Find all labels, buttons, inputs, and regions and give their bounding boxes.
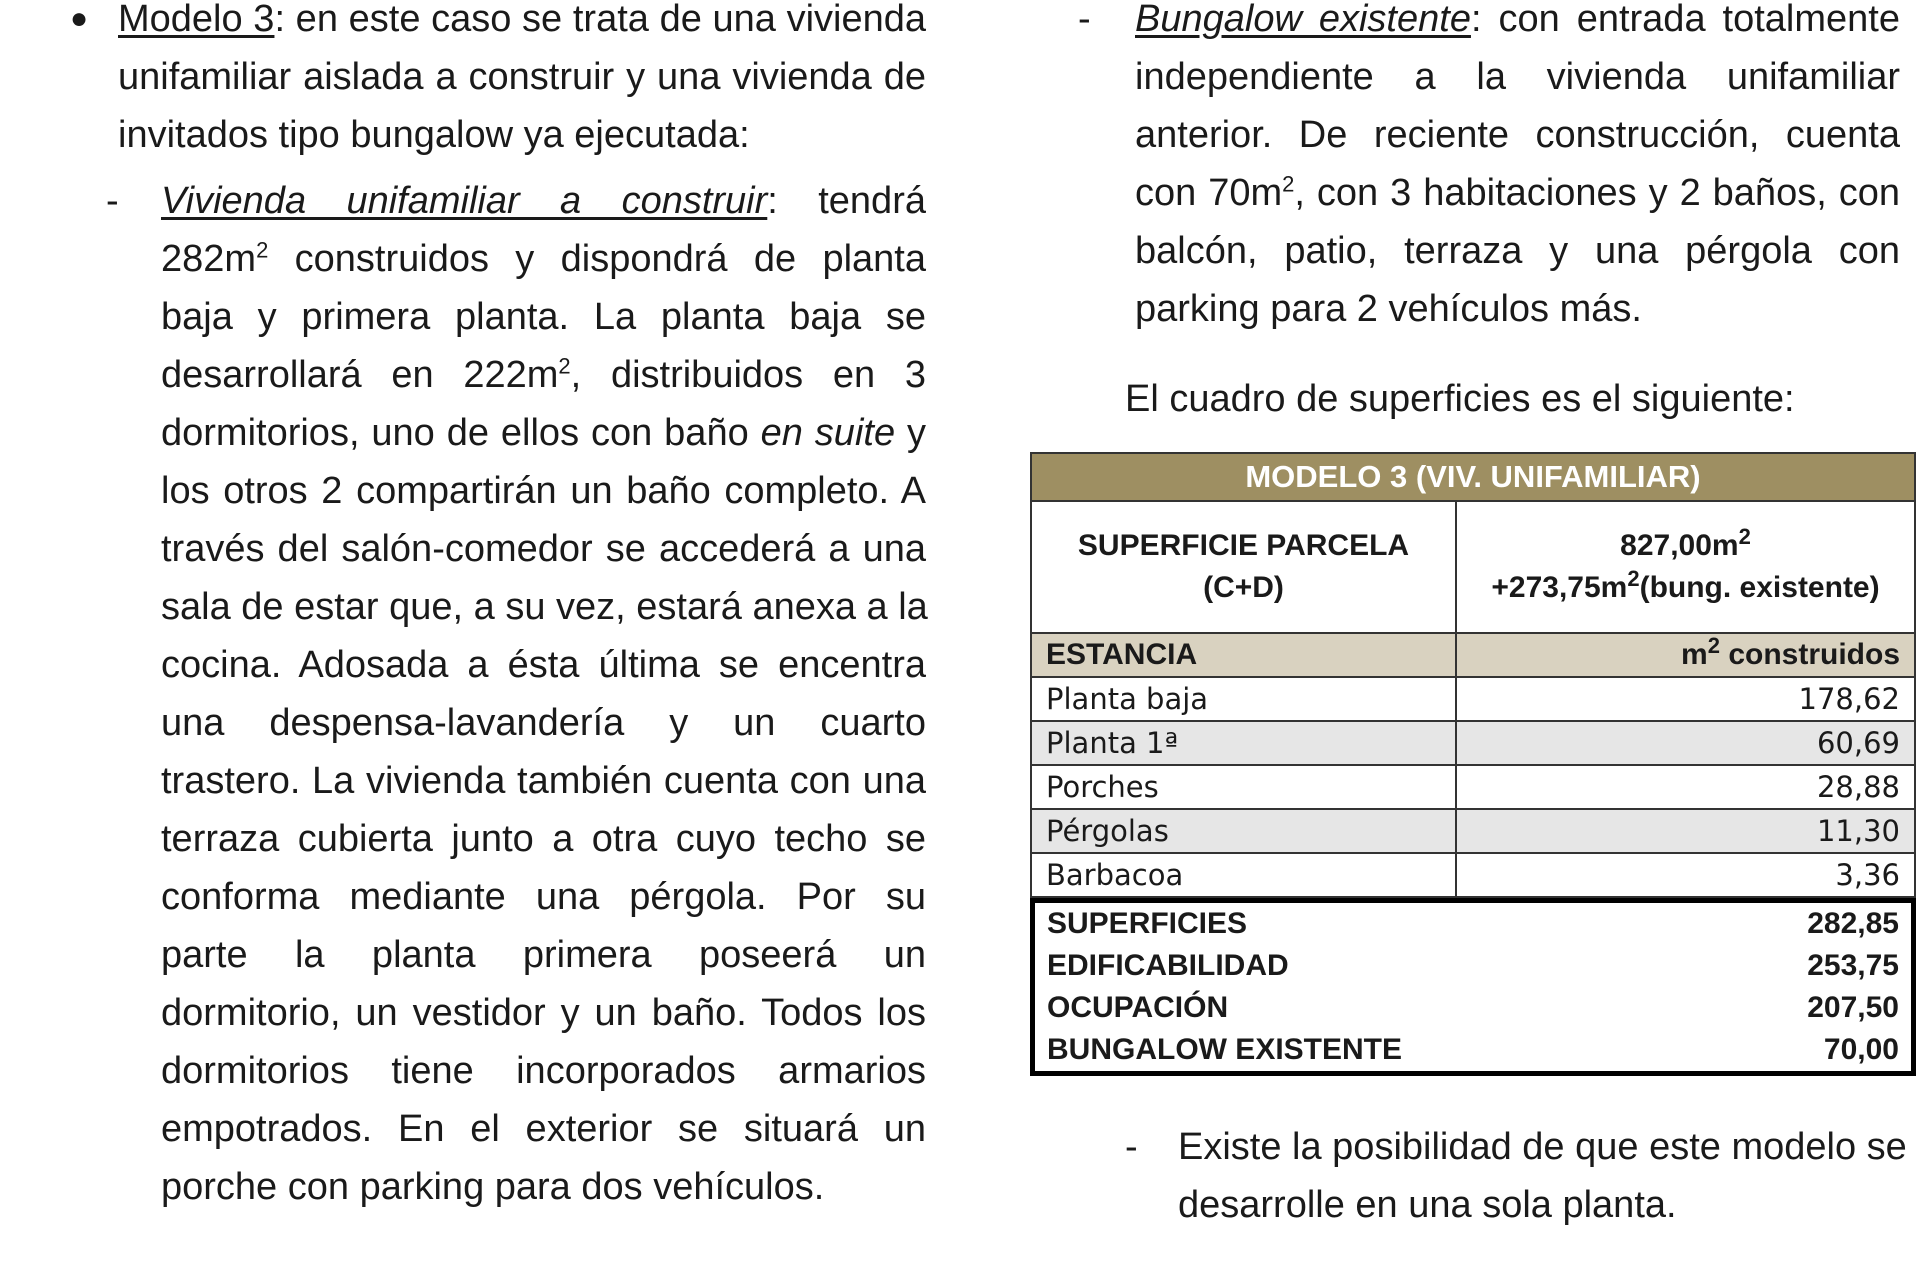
vivienda-line-11: trastero. La vivienda también cuenta con una (161, 760, 926, 802)
bungalow-line-6: parking para 2 vehículos más. (1135, 288, 1642, 330)
bungalow-line-4: con $70m^2$, con 3 habitaciones y 2 baños, con (1135, 171, 1900, 214)
right-column (1030, 0, 1900, 428)
vivienda-line-10: una despensa-lavandería y un cuarto (161, 702, 926, 744)
vivienda-line-1: - Vivienda unifamiliar a construir: tendrá (66, 172, 926, 230)
surface-table (1030, 452, 1916, 1076)
model-3-intro-line-2: unifamiliar aislada a construir y una vivienda de (118, 56, 926, 98)
vivienda-line-4: desarrollará en $222m^2$, distribuidos en 3 (161, 353, 926, 396)
bullet-icon: ● (70, 2, 89, 35)
summary-row: BUNGALOW EXISTENTE 70,00 (1047, 1033, 1899, 1066)
bungalow-line-1: - Bungalow existente: con entrada totalmente (1030, 0, 1900, 48)
summary-row: SUPERFICIES 282,85 (1047, 907, 1899, 940)
vivienda-line-7: través del salón-comedor se accederá a una (161, 528, 926, 570)
column-header-m2: $m^2$ construidos (1456, 633, 1915, 677)
vivienda-line-3: baja y primera planta. La planta baja se (161, 296, 926, 338)
table-header-row (1031, 453, 1915, 501)
summary-row: EDIFICABILIDAD 253,75 (1047, 949, 1899, 982)
vivienda-title: Vivienda unifamiliar a construir (161, 180, 768, 222)
model-3-intro-line-3: invitados tipo bungalow ya ejecutada: (118, 114, 750, 156)
parcela-value: $827,00m^2$ $+273,75m^2(bung$. existente) (1456, 501, 1915, 633)
dash-marker: - (1078, 0, 1091, 40)
vivienda-line-12: terraza cubierta junto a otra cuyo techo se (161, 818, 926, 860)
left-column (66, 0, 926, 1216)
column-header-row (1031, 633, 1915, 677)
vivienda-line-2: $282m^2$ construidos y dispondrá de planta (161, 237, 926, 280)
note-line-1: - Existe la posibilidad de que este modelo se (1030, 1118, 1900, 1176)
dash-marker: - (1125, 1126, 1138, 1168)
vivienda-line-13: conforma mediante una pérgola. Por su (161, 876, 926, 918)
vivienda-line-9: cocina. Adosada a ésta última se encentra (161, 644, 926, 686)
summary-row: OCUPACIÓN 207,50 (1047, 991, 1899, 1024)
vivienda-line-5: dormitorios, uno de ellos con baño en suite y (161, 412, 926, 454)
vivienda-line-17: empotrados. En el exterior se situará un (161, 1108, 926, 1150)
table-header: MODELO 3 (VIV. UNIFAMILIAR) (1031, 453, 1915, 501)
vivienda-line-6: los otros 2 compartirán un baño completo. A (161, 470, 926, 512)
model-3-intro-line-1: ● Modelo 3: en este caso se trata de una vivienda (66, 0, 926, 48)
model-3-title: Modelo 3 (118, 0, 275, 40)
bungalow-line-5: balcón, patio, terraza y una pérgola con (1135, 230, 1900, 272)
vivienda-line-14: parte la planta primera poseerá un (161, 934, 926, 976)
table-row: Porches 28,88 (1031, 765, 1915, 809)
vivienda-line-18: porche con parking para dos vehículos. (161, 1166, 825, 1208)
summary-box (1030, 898, 1916, 1076)
table-row: Planta baja 178,62 (1031, 677, 1915, 721)
vivienda-line-16: dormitorios tiene incorporados armarios (161, 1050, 926, 1092)
bungalow-title: Bungalow existente (1135, 0, 1471, 40)
parcela-row (1031, 501, 1915, 633)
parcela-label: SUPERFICIE PARCELA (C+D) (1031, 501, 1456, 633)
table-row: Planta 1ª 60,69 (1031, 721, 1915, 765)
vivienda-line-15: dormitorio, un vestidor y un baño. Todos los (161, 992, 926, 1034)
note-line-2: desarrolle en una sola planta. (1178, 1184, 1677, 1226)
vivienda-line-8: sala de estar que, a su vez, estará anexa a la (161, 586, 928, 628)
dash-marker: - (106, 180, 119, 222)
table-row: Barbacoa 3,36 (1031, 853, 1915, 897)
column-header-estancia: ESTANCIA (1031, 633, 1456, 677)
table-intro: El cuadro de superficies es el siguiente: (1125, 378, 1795, 420)
bungalow-line-3: anterior. De reciente construcción, cuenta (1135, 114, 1900, 156)
table-row: Pérgolas 11,30 (1031, 809, 1915, 853)
bungalow-line-2: independiente a la vivienda unifamiliar (1135, 56, 1900, 98)
note-block (1030, 1118, 1907, 1234)
